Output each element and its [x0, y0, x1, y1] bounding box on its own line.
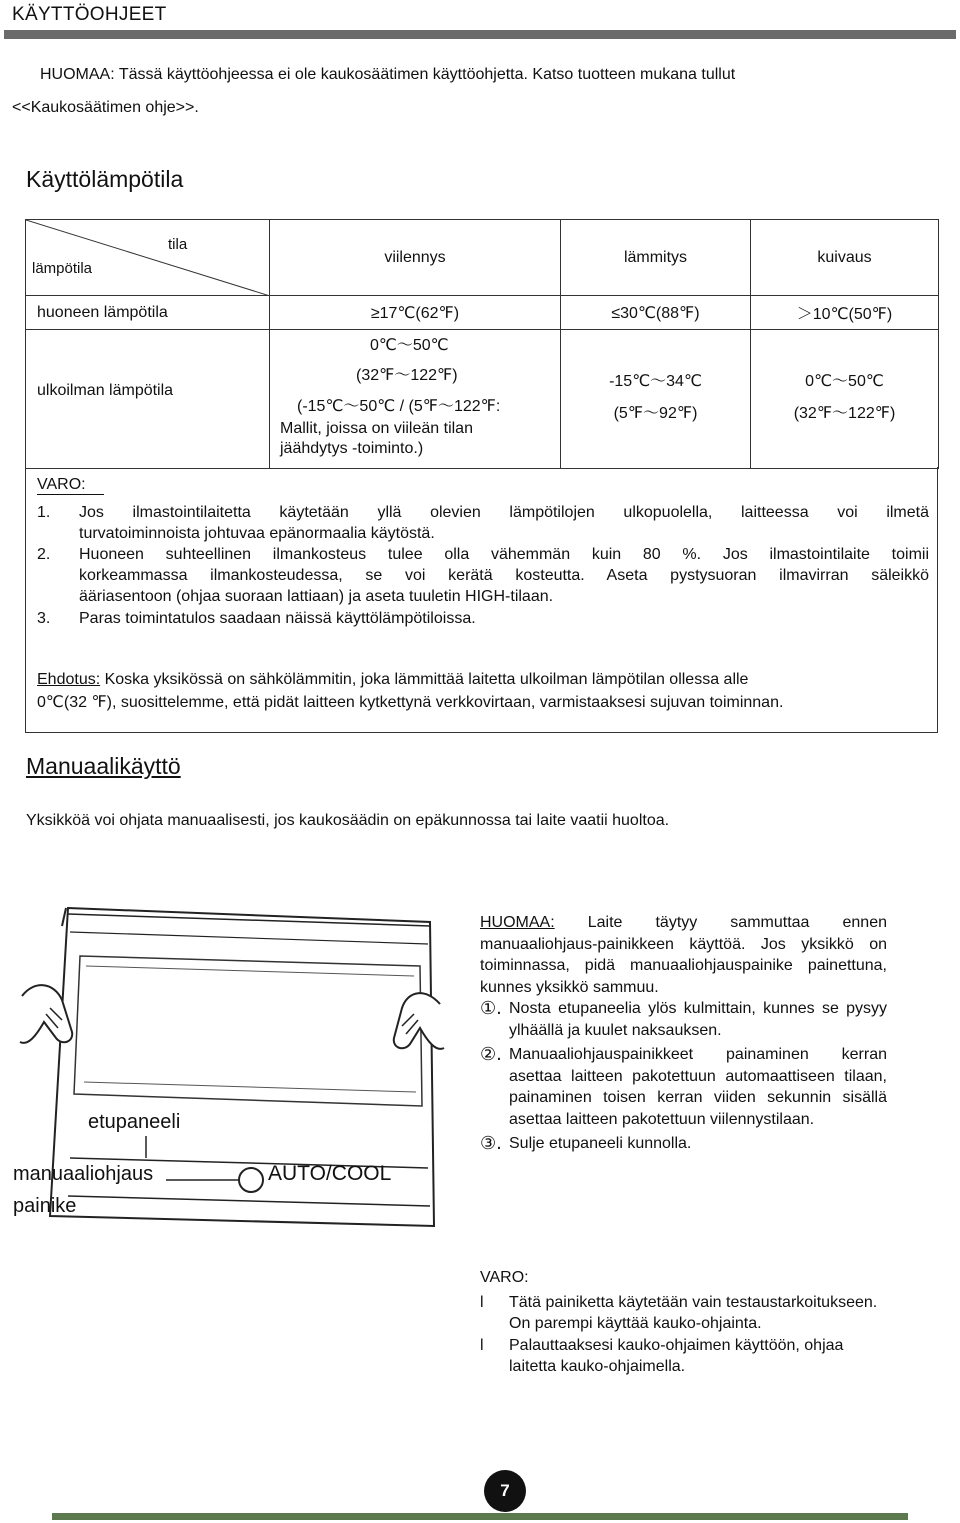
suggestion-block	[37, 668, 927, 714]
cooling-note-line-2: jäähdytys -toiminto.)	[280, 440, 424, 457]
warning-label-underline	[37, 494, 104, 495]
diagonal-divider	[26, 220, 270, 296]
step-marker: ③.	[480, 1133, 502, 1154]
manual-notes	[480, 912, 887, 1155]
warning-item-3	[37, 608, 929, 630]
manual-button-circle	[239, 1168, 263, 1192]
room-temp-heating: ≤30℃(88℉)	[561, 296, 751, 330]
warning-number: 3.	[37, 610, 51, 627]
footer-rule	[52, 1513, 908, 1520]
suggestion-line-1: Koska yksikössä on sähkölämmitin, joka lämmittää laitetta ulkoilman lämpötilan ollessa alle	[100, 671, 749, 688]
operating-temperature-table	[25, 219, 939, 469]
cooling-range-extended: (-15℃～50℃ / (5℉～122℉:	[297, 398, 501, 415]
warning-2-line-2: korkeammassa ilmankosteudessa, se voi kerätä kosteutta. Aseta pystysuoran ilmavirran säleikkö	[79, 567, 929, 584]
warning-number: 2.	[37, 546, 51, 563]
drying-range-c: 0℃～50℃	[805, 373, 884, 390]
manual-note-label: HUOMAA:	[480, 914, 555, 931]
bullet-marker: l	[480, 1293, 484, 1311]
step-text: Sulje etupaneeli kunnolla.	[509, 1135, 692, 1152]
suggestion-label: Ehdotus:	[37, 671, 101, 688]
manual-note-text: Laite täytyy sammuttaa ennen manuaaliohjaus-painikkeen käyttöä. Jos yksikkö on toiminnassa, pidä manuaaliohjauspainike painettuna, kunnes yksikkö sammuu.	[480, 914, 887, 996]
note-line-2: <<Kaukosäätimen ohje>>.	[12, 99, 199, 116]
manual-step-3	[480, 1133, 887, 1155]
heating-range-f: (5℉～92℉)	[613, 405, 698, 422]
bullet-text: Palauttaaksesi kauko-ohjaimen käyttöön, ohjaa laitetta kauko-ohjaimella.	[509, 1336, 844, 1375]
warning-2-line-1: Huoneen suhteellinen ilmankosteus tulee olla vähemmän kuin 80 %. Jos ilmastointilaite toimii	[79, 546, 929, 563]
column-header-drying: kuivaus	[751, 220, 939, 296]
label-manual-control-line-1: manuaaliohjaus	[13, 1163, 154, 1185]
manual-warning-label: VARO:	[480, 1269, 529, 1286]
page-number: 7	[484, 1470, 526, 1512]
step-marker: ②.	[480, 1044, 502, 1065]
warning-3-line-1: Paras toimintatulos saadaan näissä käyttölämpötiloissa.	[79, 610, 476, 627]
manual-note	[480, 912, 887, 998]
temperature-section-title: Käyttölämpötila	[26, 166, 184, 192]
row-label-outdoor: ulkoilman lämpötila	[26, 330, 270, 469]
manual-step-1	[480, 998, 887, 1041]
room-temp-drying: ＞10℃(50℉)	[751, 296, 939, 330]
column-header-cooling: viilennys	[270, 220, 561, 296]
outdoor-temp-drying	[751, 330, 939, 469]
corner-mode-label: tila	[168, 236, 188, 253]
header-rule	[4, 30, 956, 39]
cooling-range-c: 0℃～50℃	[370, 337, 449, 354]
suggestion-line-2: 0℃(32 ℉), suosittelemme, että pidät laitteen kytkettynä verkkovirtaan, varmistaaksesi sujuvan toiminnan.	[37, 694, 784, 711]
manual-warning-item-1	[480, 1292, 887, 1335]
corner-temp-label: lämpötila	[32, 260, 93, 277]
cooling-note-line-1: Mallit, joissa on viileän tilan	[280, 420, 473, 437]
manual-warning-item-2	[480, 1335, 887, 1378]
cooling-range-f: (32℉～122℉)	[356, 367, 458, 384]
front-panel-illustration	[10, 896, 450, 1246]
warning-1-line-1: Jos ilmastointilaitetta käytetään yllä olevien lämpötilojen ulkopuolella, laitteessa voi ilmetä	[79, 504, 929, 521]
manual-section-title: Manuaalikäyttö	[26, 753, 181, 779]
drying-range-f: (32℉～122℉)	[793, 405, 896, 422]
warning-2-line-3: ääriasentoon (ohjaa suoraan lattiaan) ja aseta tuuletin HIGH-tilaan.	[79, 588, 554, 605]
manual-warnings	[480, 1267, 887, 1378]
outdoor-temp-heating	[561, 330, 751, 469]
label-front-panel: etupaneeli	[88, 1111, 181, 1133]
step-marker: ①.	[480, 998, 502, 1019]
bullet-marker: l	[480, 1336, 484, 1354]
manual-step-2	[480, 1044, 887, 1130]
heating-range-c: -15℃～34℃	[609, 373, 702, 390]
room-temp-cooling: ≥17℃(62℉)	[270, 296, 561, 330]
step-text: Manuaaliohjauspainikkeet painaminen kerran asettaa laitteen pakotettuun automaattiseen tilaan, painaminen toisen kerran viiden sekunnin sisällä asettaa laitteen pakotettuun viilennystilaan.	[509, 1046, 887, 1128]
warning-label: VARO:	[37, 476, 86, 493]
warning-item-2	[37, 544, 929, 610]
step-text: Nosta etupaneelia ylös kulmittain, kunnes se pysyy ylhäällä ja kuulet naksauksen.	[509, 1000, 887, 1039]
row-label-room: huoneen lämpötila	[26, 296, 270, 330]
warning-number: 1.	[37, 504, 51, 521]
outdoor-temp-cooling	[270, 330, 561, 469]
label-manual-control-line-2: painike	[13, 1195, 77, 1217]
table-corner-cell	[26, 220, 270, 296]
warning-item-1	[37, 502, 929, 546]
document-title: KÄYTTÖOHJEET	[12, 4, 167, 25]
manual-intro: Yksikköä voi ohjata manuaalisesti, jos kaukosäädin on epäkunnossa tai laite vaatii huoltoa.	[26, 812, 670, 829]
column-header-heating: lämmitys	[561, 220, 751, 296]
note-line-1: HUOMAA: Tässä käyttöohjeessa ei ole kaukosäätimen käyttöohjetta. Katso tuotteen mukana tullut	[40, 66, 736, 83]
bullet-text: Tätä painiketta käytetään vain testaustarkoitukseen. On parempi käyttää kauko-ohjainta.	[509, 1293, 878, 1332]
label-auto-cool: AUTO/COOL	[268, 1162, 392, 1185]
warning-1-line-2: turvatoiminnoista johtuvaa epänormaalia käytöstä.	[79, 525, 435, 542]
